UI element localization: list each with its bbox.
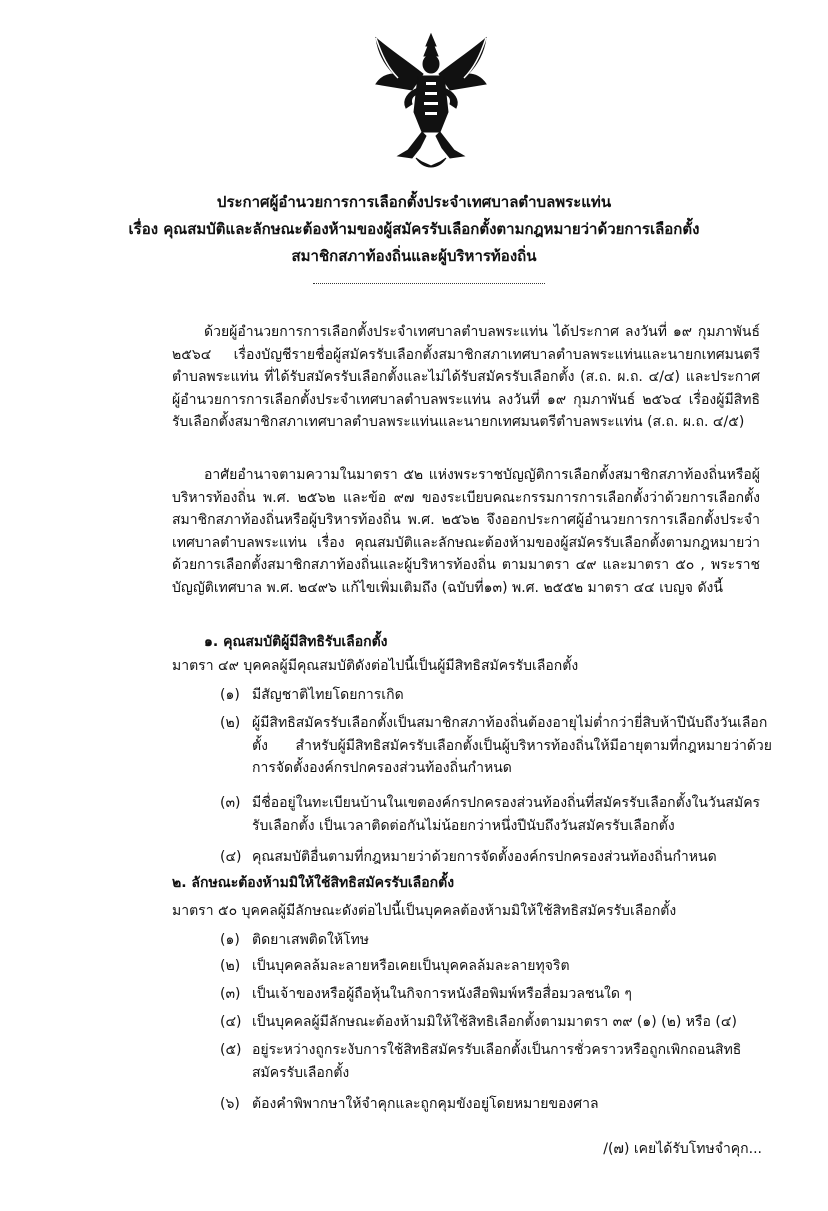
- body-paragraph-2: อาศัยอำนาจตามความในมาตรา ๕๒ แห่งพระราชบัญญัติการเลือกตั้งสมาชิกสภาท้องถิ่นหรือผู้บริหารท้องถิ่น พ.ศ. ๒๕๖๒ และข้อ ๙๗ ของระเบียบคณะกรรมการการเลือกตั้งว่าด้วยการเลือกตั้งสมาชิกสภาท้องถิ่นหรือผู้บริหารท้องถิ่น พ.ศ. ๒๕๖๒ จึงออกประกาศผู้อำนวยการการเลือกตั้งประจำเทศบาลตำบลพระแท่น เรื่อง คุณสมบัติและลักษณะต้องห้ามของผู้สมัครรับเลือกตั้งตามกฎหมายว่าด้วยการเลือกตั้งสมาชิกสภาท้องถิ่นและผู้บริหารท้องถิ่น ตามมาตรา ๔๙ และมาตรา ๕๐ , พระราชบัญญัติเทศบาล พ.ศ. ๒๔๙๖ แก้ไขเพิ่มเติมถึง (ฉบับที่๑๓) พ.ศ. ๒๕๕๒ มาตรา ๔๔ เบญจ ดังนี้: [172, 467, 760, 596]
- list-item-text: คุณสมบัติอื่นตามที่กฎหมายว่าด้วยการจัดตั้งองค์กรปกครองส่วนท้องถิ่นกำหนด: [252, 849, 717, 865]
- list-item-text: เป็นเจ้าของหรือผู้ถือหุ้นในกิจการหนังสือพิมพ์หรือสื่อมวลชนใด ๆ: [252, 986, 632, 1002]
- garuda-emblem-icon: [368, 32, 494, 172]
- list-item-number: (๖): [220, 1096, 240, 1112]
- section-2-intro: มาตรา ๕๐ บุคคลผู้มีลักษณะดังต่อไปนี้เป็นบุคคลต้องห้ามมิให้ใช้สิทธิสมัครรับเลือกตั้ง: [172, 903, 677, 919]
- list-item-text: อยู่ระหว่างถูกระงับการใช้สิทธิสมัครรับเลือกตั้งเป็นการชั่วคราวหรือถูกเพิกถอนสิทธิสมัครรับเลือกตั้ง: [252, 1042, 742, 1081]
- list-item-number: (๒): [220, 715, 241, 731]
- body-paragraph-1: ด้วยผู้อำนวยการการเลือกตั้งประจำเทศบาลตำบลพระแท่น ได้ประกาศ ลงวันที่ ๑๙ กุมภาพันธ์ ๒๕๖๔ เรื่องบัญชีรายชื่อผู้สมัครรับเลือกตั้งสมาชิกสภาเทศบาลตำบลพระแท่นและนายกเทศมนตรีตำบลพระแท่น ที่ได้รับสมัครรับเลือกตั้งและไม่ได้รับสมัครรับเลือกตั้ง (ส.ถ. ผ.ถ. ๔/๔) และประกาศผู้อำนวยการการเลือกตั้งประจำเทศบาลตำบลพระแท่น ลงวันที่ ๑๙ กุมภาพันธ์ ๒๕๖๔ เรื่องผู้มีสิทธิรับเลือกตั้งสมาชิกสภาเทศบาลตำบลพระแท่นและนายกเทศมนตรีตำบลพระแท่น (ส.ถ. ผ.ถ. ๔/๕): [172, 324, 760, 430]
- list-item-text: ติดยาเสพติดให้โทษ: [252, 932, 370, 948]
- list-item-number: (๔): [220, 849, 242, 865]
- section-2-heading: ๒. ลักษณะต้องห้ามมิให้ใช้สิทธิสมัครรับเลือกตั้ง: [172, 875, 455, 891]
- announcement-subject-cont: สมาชิกสภาท้องถิ่นและผู้บริหารท้องถิ่น: [291, 247, 537, 265]
- list-item-number: (๑): [220, 932, 240, 948]
- list-item-number: (๓): [220, 986, 241, 1002]
- list-item-text: เป็นบุคคลผู้มีลักษณะต้องห้ามมิให้ใช้สิทธิเลือกตั้งตามมาตรา ๓๙ (๑) (๒) หรือ (๔): [252, 1014, 737, 1030]
- list-item-number: (๑): [220, 687, 240, 703]
- list-item-text: มีสัญชาติไทยโดยการเกิด: [252, 687, 404, 703]
- list-item-number: (๓): [220, 795, 241, 811]
- dotted-divider: [313, 283, 545, 284]
- announcement-subject: เรื่อง คุณสมบัติและลักษณะต้องห้ามของผู้สมัครรับเลือกตั้งตามกฎหมายว่าด้วยการเลือกตั้ง: [128, 220, 700, 238]
- list-item-number: (๒): [220, 958, 241, 974]
- list-item-number: (๔): [220, 1014, 242, 1030]
- list-item-text: มีชื่ออยู่ในทะเบียนบ้านในเขตองค์กรปกครองส่วนท้องถิ่นที่สมัครรับเลือกตั้งในวันสมัครรับเลือกตั้ง เป็นเวลาติดต่อกันไม่น้อยกว่าหนึ่งปีนับถึงวันสมัครรับเลือกตั้ง: [252, 795, 761, 834]
- list-item-text: เป็นบุคคลล้มละลายหรือเคยเป็นบุคคลล้มละลายทุจริต: [252, 958, 570, 974]
- list-item-text: ต้องคำพิพากษาให้จำคุกและถูกคุมขังอยู่โดยหมายของศาล: [252, 1096, 599, 1112]
- section-1-intro: มาตรา ๔๙ บุคคลผู้มีคุณสมบัติดังต่อไปนี้เป็นผู้มีสิทธิสมัครรับเลือกตั้ง: [172, 658, 579, 674]
- list-item-text: ผู้มีสิทธิสมัครรับเลือกตั้งเป็นสมาชิกสภาท้องถิ่นต้องอายุไม่ต่ำกว่ายี่สิบห้าปีนับถึงวันเลือกตั้ง สำหรับผู้มีสิทธิสมัครรับเลือกตั้งเป็นผู้บริหารท้องถิ่นให้มีอายุตามที่กฎหมายว่าด้วยการจัดตั้งองค์กรปกครองส่วนท้องถิ่นกำหนด: [252, 715, 772, 776]
- section-1-heading: ๑. คุณสมบัติผู้มีสิทธิรับเลือกตั้ง: [204, 634, 388, 650]
- continuation-note: /(๗) เคยได้รับโทษจำคุก...: [603, 1141, 762, 1157]
- list-item-number: (๕): [220, 1042, 242, 1058]
- announcement-title: ประกาศผู้อำนวยการการเลือกตั้งประจำเทศบาลตำบลพระแท่น: [216, 193, 612, 211]
